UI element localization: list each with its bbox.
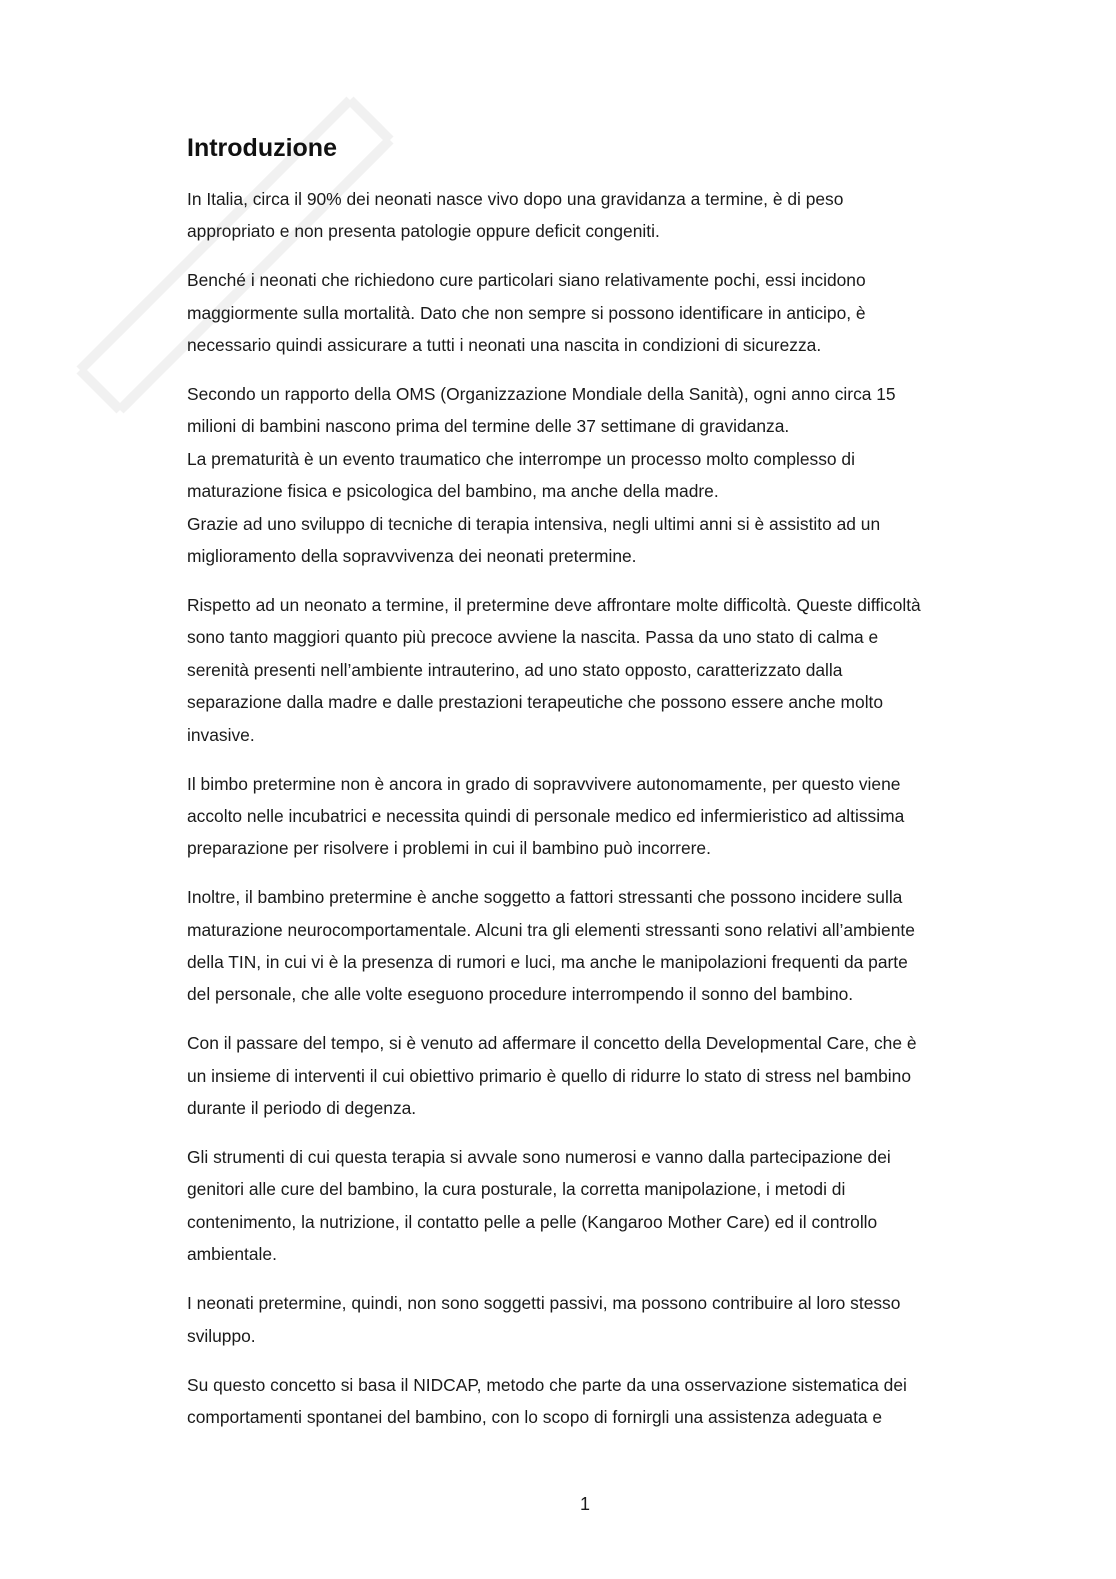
paragraph — [187, 183, 987, 248]
text-line: miglioramento della sopravvivenza dei neonati pretermine. — [187, 546, 637, 567]
text-line: durante il periodo di degenza. — [187, 1098, 417, 1119]
text-line: sviluppo. — [187, 1325, 256, 1346]
paragraph — [187, 768, 987, 865]
document-body — [187, 130, 987, 1450]
text-line: comportamenti spontanei del bambino, con lo scopo di fornirgli una assistenza adeguata e — [187, 1406, 883, 1427]
text-line: maturazione neurocomportamentale. Alcuni tra gli elementi stressanti sono relativi all’ambiente — [187, 919, 915, 940]
text-line: accolto nelle incubatrici e necessita quindi di personale medico ed infermieristico ad altissima — [187, 805, 905, 826]
text-line: I neonati pretermine, quindi, non sono soggetti passivi, ma possono contribuire al loro stesso — [187, 1293, 901, 1314]
paragraph — [187, 881, 987, 1011]
page-title: Introduzione — [187, 134, 337, 162]
paragraph — [187, 1141, 987, 1271]
text-line: Rispetto ad un neonato a termine, il pretermine deve affrontare molte difficoltà. Queste difficoltà — [187, 594, 921, 615]
text-line: serenità presenti nell’ambiente intrauterino, ad uno stato opposto, caratterizzato dalla — [187, 659, 843, 680]
paragraph — [187, 589, 987, 751]
text-line: un insieme di interventi il cui obiettivo primario è quello di ridurre lo stato di stress nel bambino — [187, 1065, 911, 1086]
text-line: maturazione fisica e psicologica del bambino, ma anche della madre. — [187, 481, 719, 502]
text-line: della TIN, in cui vi è la presenza di rumori e luci, ma anche le manipolazioni frequenti da parte — [187, 952, 908, 973]
text-line: appropriato e non presenta patologie oppure deficit congeniti. — [187, 221, 660, 242]
text-line: preparazione per risolvere i problemi in cui il bambino può incorrere. — [187, 838, 711, 859]
page-number: 1 — [579, 1494, 590, 1514]
text-line: In Italia, circa il 90% dei neonati nasce vivo dopo una gravidanza a termine, è di peso — [187, 189, 844, 209]
text-line: del personale, che alle volte eseguono procedure interrompendo il sonno del bambino. — [187, 984, 854, 1005]
text-line: maggiormente sulla mortalità. Dato che non sempre si possono identificare in anticipo, è — [187, 302, 866, 323]
text-line: separazione dalla madre e dalle prestazioni terapeutiche che possono essere anche molto — [187, 692, 884, 713]
text-line: Inoltre, il bambino pretermine è anche soggetto a fattori stressanti che possono incidere sulla — [187, 887, 903, 908]
text-line: Gli strumenti di cui questa terapia si avvale sono numerosi e vanno dalla partecipazione dei — [187, 1147, 891, 1168]
paragraph — [187, 378, 987, 572]
text-line: sono tanto maggiori quanto più precoce avviene la nascita. Passa da uno stato di calma e — [187, 627, 879, 648]
text-line: milioni di bambini nascono prima del termine delle 37 settimane di gravidanza. — [187, 416, 790, 437]
text-line: invasive. — [187, 724, 255, 745]
paragraph — [187, 1287, 987, 1352]
text-line: Benché i neonati che richiedono cure particolari siano relativamente pochi, essi incidono — [187, 270, 866, 291]
paragraph — [187, 264, 987, 361]
text-line: Su questo concetto si basa il NIDCAP, metodo che parte da una osservazione sistematica dei — [187, 1374, 907, 1395]
text-line: ambientale. — [187, 1244, 277, 1265]
text-line: Il bimbo pretermine non è ancora in grado di sopravvivere autonomamente, per questo viene — [187, 773, 901, 794]
text-line: La prematurità è un evento traumatico che interrompe un processo molto complesso di — [187, 448, 855, 469]
paragraph — [187, 1369, 987, 1434]
text-line: Con il passare del tempo, si è venuto ad affermare il concetto della Developmental Care, che è — [187, 1033, 917, 1054]
text-line: genitori alle cure del bambino, la cura posturale, la corretta manipolazione, i metodi di — [187, 1179, 846, 1200]
text-line: necessario quindi assicurare a tutti i neonati una nascita in condizioni di sicurezza. — [187, 335, 822, 356]
paragraph — [187, 1027, 987, 1124]
text-line: Grazie ad uno sviluppo di tecniche di terapia intensiva, negli ultimi anni si è assistito ad un — [187, 513, 881, 534]
text-line: contenimento, la nutrizione, il contatto pelle a pelle (Kangaroo Mother Care) ed il controllo — [187, 1211, 878, 1232]
text-line: Secondo un rapporto della OMS (Organizzazione Mondiale della Sanità), ogni anno circa 15 — [187, 384, 896, 405]
